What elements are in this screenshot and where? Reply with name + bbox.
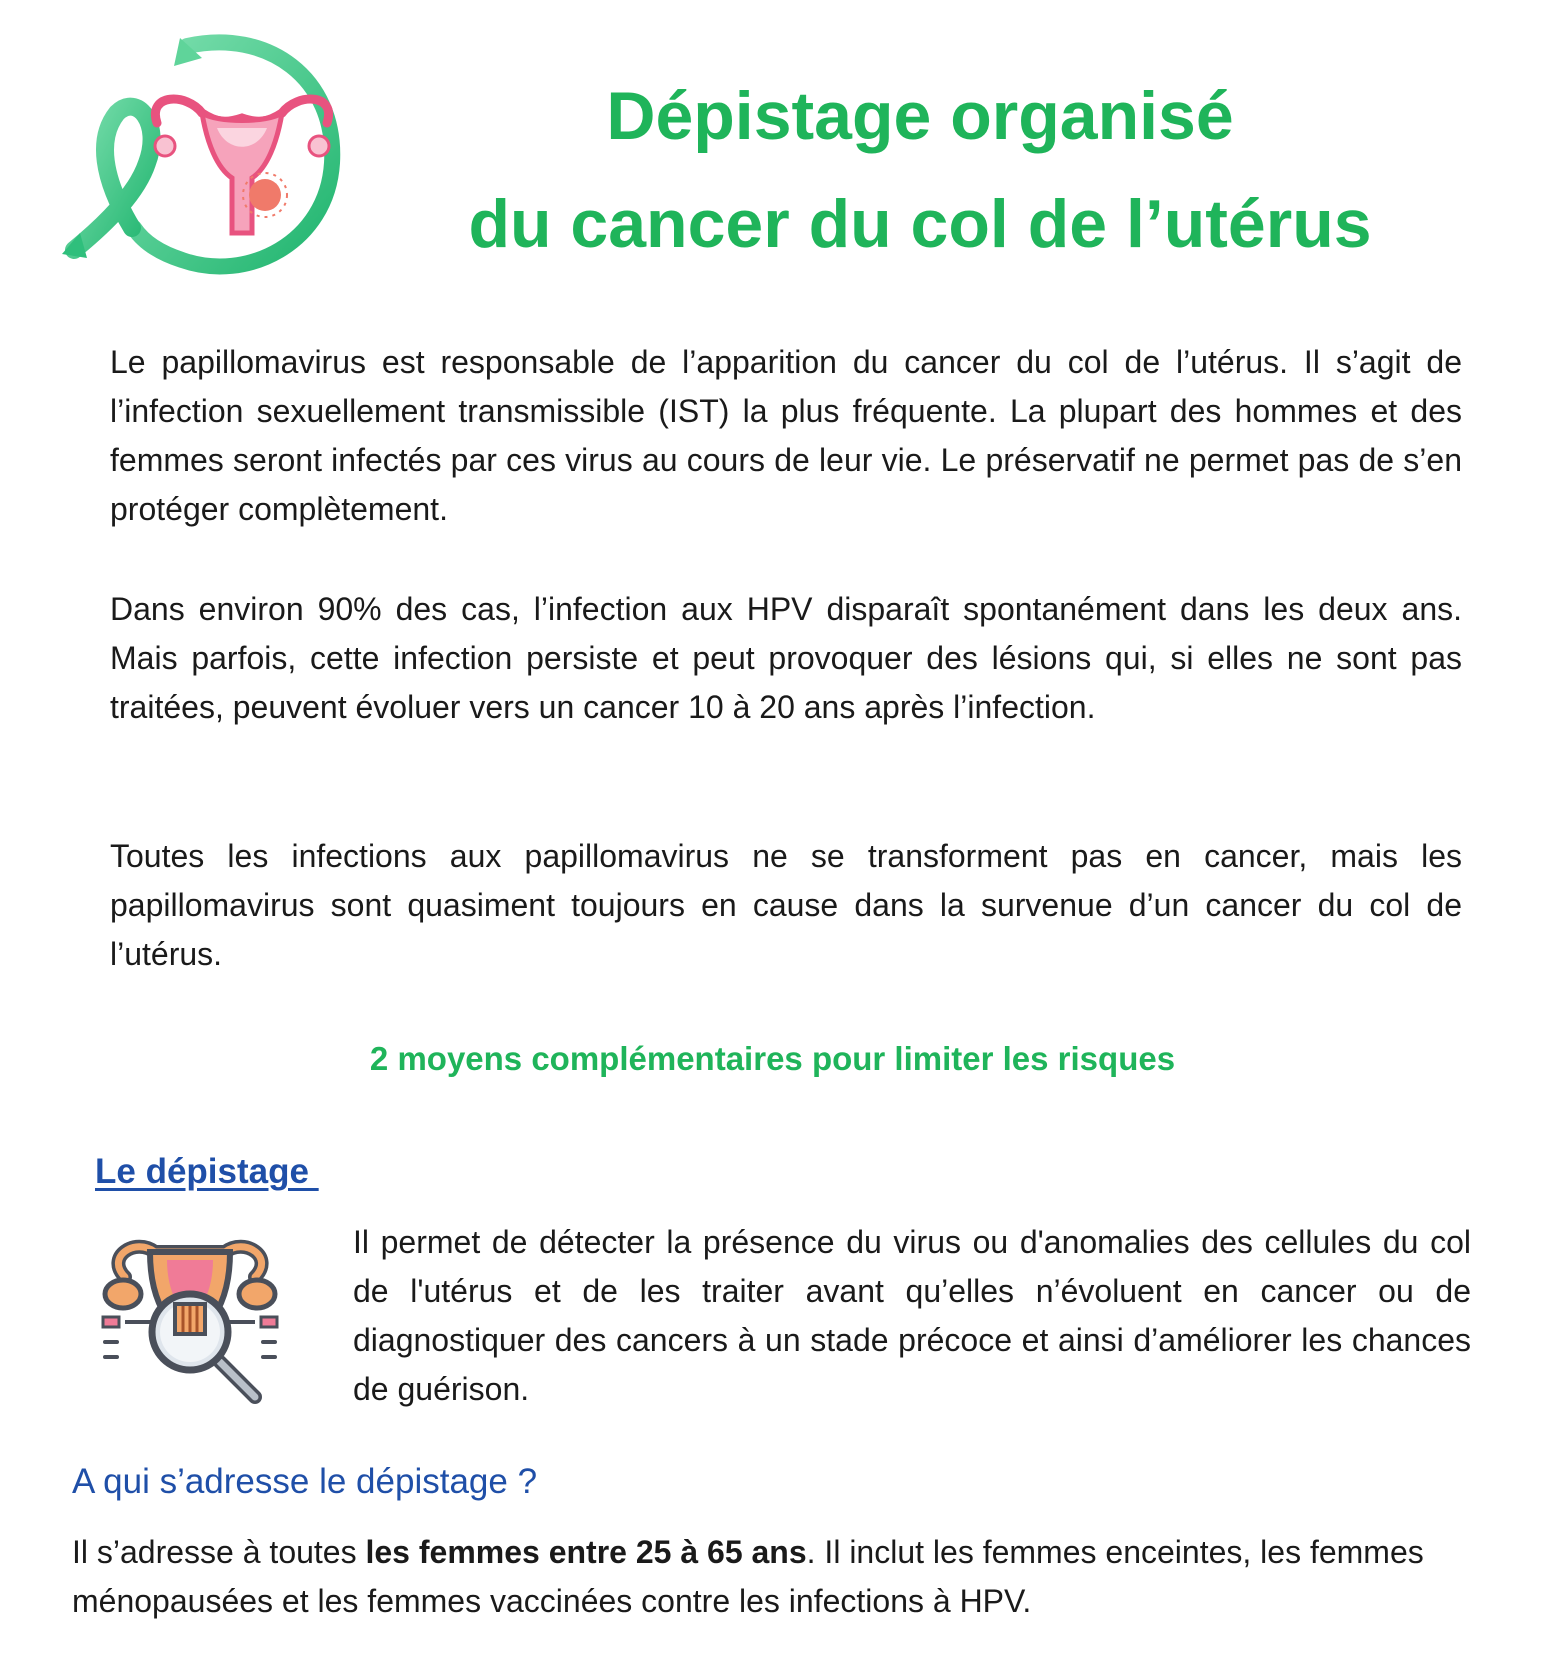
target-question: A qui s’adresse le dépistage ?	[72, 1462, 538, 1501]
answer-text-start: Il s’adresse à toutes	[72, 1534, 366, 1570]
intro-paragraph-1: Le papillomavirus est responsable de l’apparition du cancer du col de l’utérus. Il s’agit de l’infection sexuellement transmissible (IST) la plus fréquente. La plupart des hommes et des femmes seront infectés par ces virus au cours de leur vie. Le préservatif ne permet pas de s’en protéger complètement.	[110, 344, 1462, 527]
title-line-1: Dépistage organisé	[606, 78, 1234, 154]
uterus-magnifier-icon	[95, 1222, 285, 1412]
intro-paragraph-2: Dans environ 90% des cas, l’infection aux HPV disparaît spontanément dans les deux ans. Mais parfois, cette infection persiste et peut provoquer des lésions qui, si elles ne sont pas traitées, peuvent évoluer vers un cancer 10 à 20 ans après l’infection.	[110, 591, 1462, 725]
uterus-ribbon-icon	[62, 28, 362, 288]
target-answer	[72, 1528, 1492, 1626]
answer-text-end: . Il inclut les femmes enceintes, les femmes ménopausées et les femmes vaccinées contre les infections à HPV.	[72, 1534, 1424, 1619]
answer-age-range: les femmes entre 25 à 65 ans	[365, 1534, 807, 1570]
title-line-2: du cancer du col de l’utérus	[468, 186, 1372, 262]
means-subtitle: 2 moyens complémentaires pour limiter les risques	[369, 1040, 1176, 1077]
depistage-heading-link[interactable]: Le dépistage	[95, 1152, 319, 1191]
page-title	[360, 62, 1480, 278]
depistage-description: Il permet de détecter la présence du virus ou d'anomalies des cellules du col de l'utérus et de les traiter avant qu’elles n’évoluent en cancer ou de diagnostiquer des cancers à un stade précoce et ainsi d’améliorer les chances de guérison.	[353, 1224, 1471, 1407]
intro-paragraph-3: Toutes les infections aux papillomavirus ne se transforment pas en cancer, mais les papillomavirus sont quasiment toujours en cause dans la survenue d’un cancer du col de l’utérus.	[110, 838, 1462, 972]
